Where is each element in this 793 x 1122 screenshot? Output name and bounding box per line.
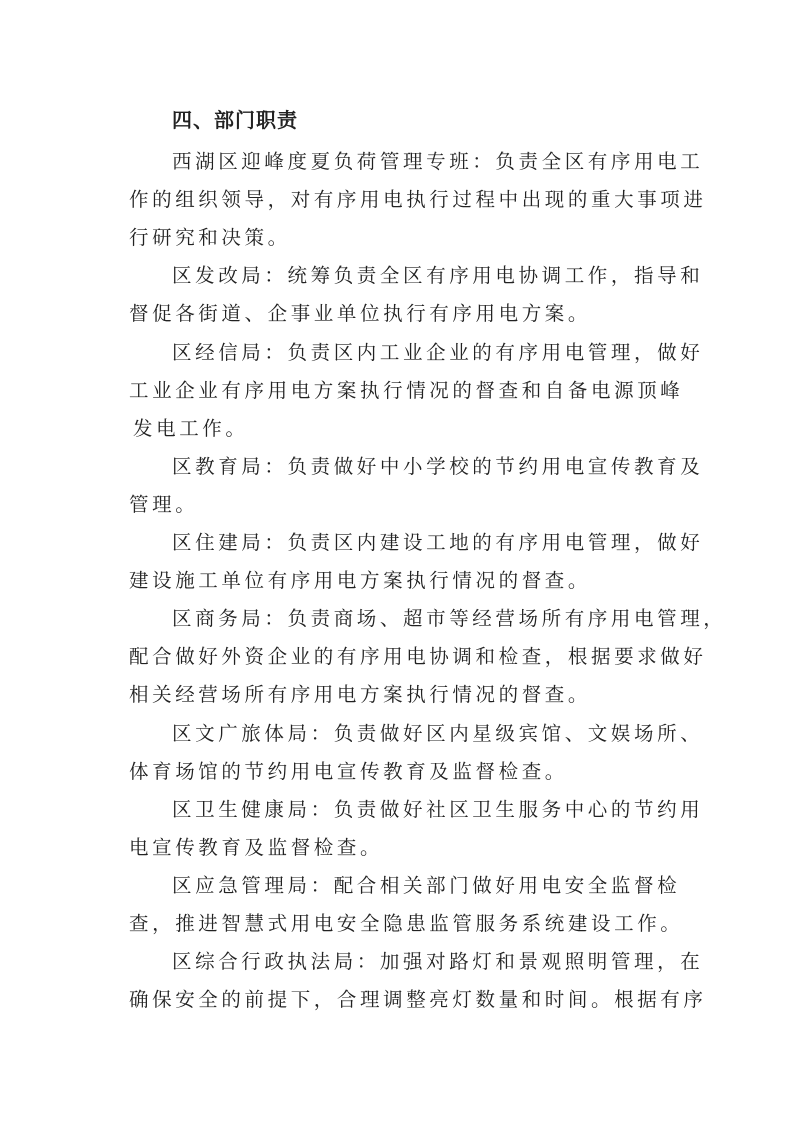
paragraph-line: 查，推进智慧式用电安全隐患监管服务系统建设工作。 [129, 912, 684, 935]
paragraph-line: 区住建局：负责区内建设工地的有序用电管理，做好 [172, 531, 704, 554]
paragraph-line: 确保安全的前提下，合理调整亮灯数量和时间。根据有序 [129, 988, 707, 1011]
paragraph-line: 管理。 [129, 493, 199, 516]
paragraph-line: 相关经营场所有序用电方案执行情况的督查。 [129, 683, 592, 706]
paragraph-line: 督促各街道、企事业单位执行有序用电方案。 [129, 302, 592, 325]
paragraph-line: 配合做好外资企业的有序用电协调和检查，根据要求做好 [129, 645, 707, 668]
paragraph-line: 建设施工单位有序用电方案执行情况的督查。 [129, 569, 592, 592]
paragraph-line: 区发改局：统筹负责全区有序用电协调工作，指导和 [172, 264, 704, 287]
paragraph-line: 区教育局：负责做好中小学校的节约用电宣传教育及 [172, 455, 704, 478]
paragraph-line: 工业企业有序用电方案执行情况的督查和自备电源顶峰 [129, 379, 684, 402]
section-heading: 四、部门职责 [172, 108, 298, 132]
paragraph-line: 行研究和决策。 [129, 226, 291, 249]
paragraph-line: 区综合行政执法局：加强对路灯和景观照明管理，在 [172, 950, 704, 973]
paragraph-line: 西湖区迎峰度夏负荷管理专班：负责全区有序用电工 [172, 150, 704, 173]
paragraph-line: 区商务局：负责商场、超市等经营场所有序用电管理， [172, 607, 727, 630]
paragraph-line: 区应急管理局：配合相关部门做好用电安全监督检 [172, 874, 681, 897]
paragraph-line: 区经信局：负责区内工业企业的有序用电管理，做好 [172, 341, 704, 364]
paragraph-line: 区文广旅体局：负责做好区内星级宾馆、文娱场所、 [172, 722, 704, 745]
paragraph-line: 体育场馆的节约用电宣传教育及监督检查。 [129, 760, 568, 783]
paragraph-line: 区卫生健康局：负责做好社区卫生服务中心的节约用 [172, 798, 704, 821]
paragraph-line: 发电工作。 [133, 417, 249, 440]
paragraph-line: 电宣传教育及监督检查。 [129, 836, 384, 859]
paragraph-line: 作的组织领导，对有序用电执行过程中出现的重大事项进 [129, 188, 707, 211]
